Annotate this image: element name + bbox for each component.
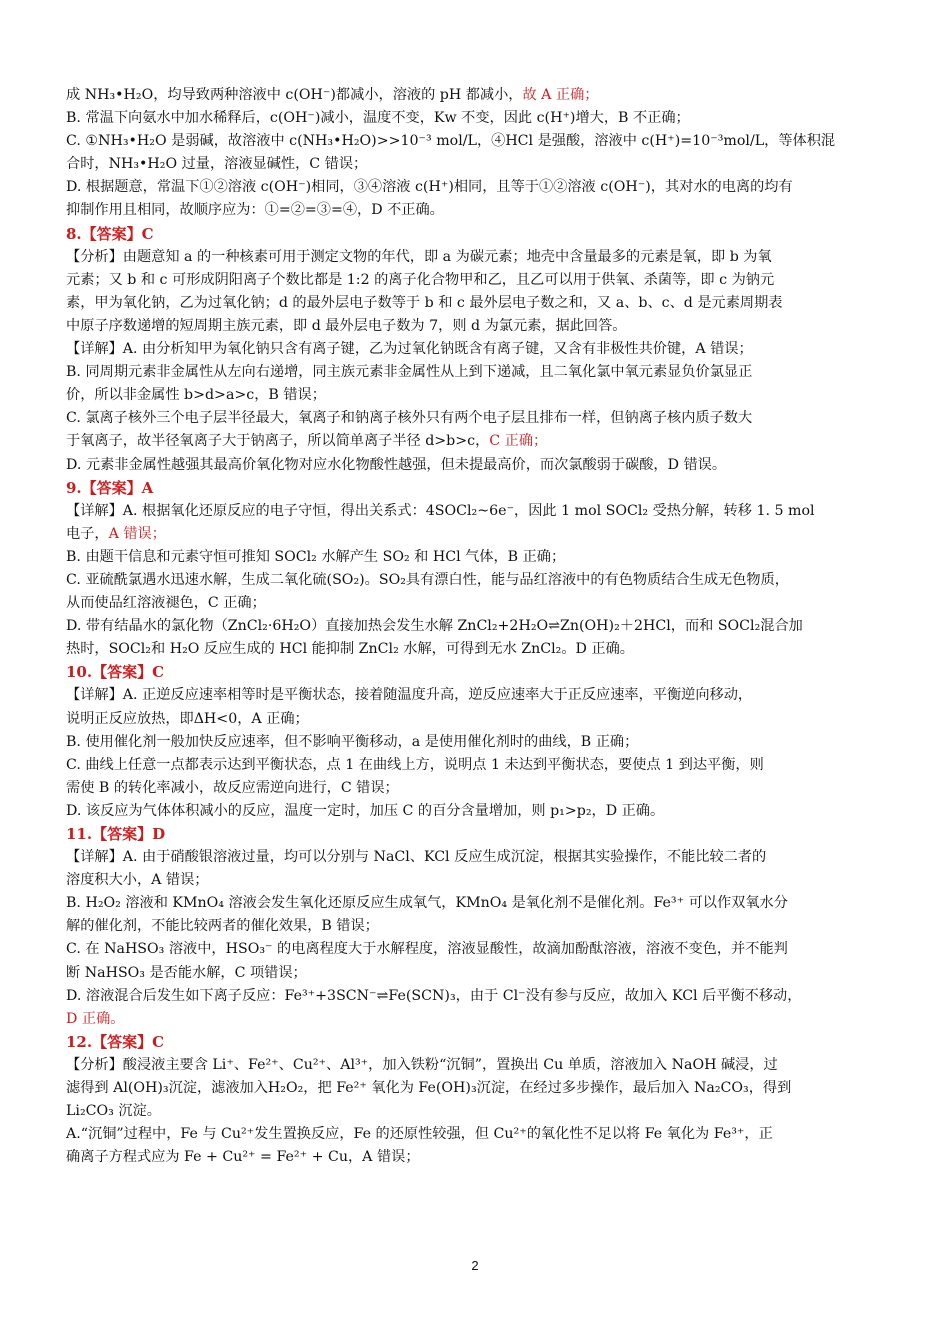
- line-text: 【详解】A. 根据氧化还原反应的电子守恒，得出关系式：4SOCl₂~6e⁻，因此 1 mol SOCl₂ 受热分解，转移 1. 5 mol: [66, 502, 815, 519]
- answer-label: 10.【答案】C: [66, 663, 165, 682]
- text-line: [66, 754, 886, 777]
- text-line: [66, 361, 886, 384]
- answer-heading: [66, 1031, 886, 1054]
- line-text: 素，甲为氧化钠，乙为过氧化钠；d 的最外层电子数等于 b 和 c 最外层电子数之和，又 a、b、c、d 是元素周期表: [66, 294, 783, 311]
- line-text: 合时，NH₃•H₂O 过量，溶液显碱性，C 错误；: [66, 156, 368, 173]
- highlighted-conclusion: D 正确。: [66, 1010, 125, 1027]
- line-text: 电子，: [66, 525, 109, 542]
- text-line: [66, 153, 886, 176]
- line-text: 溶度积大小，A 错误；: [66, 872, 209, 889]
- line-text: 抑制作用且相同，故顺序应为：①=②=③=④，D 不正确。: [66, 202, 444, 219]
- text-line: [66, 1054, 886, 1077]
- text-line: [66, 1008, 886, 1031]
- line-text: 【详解】A. 由于硝酸银溶液过量，均可以分别与 NaCl、KCl 反应生成沉淀，根据其实验操作，不能比较二者的: [66, 849, 767, 866]
- text-line: [66, 985, 886, 1008]
- line-text: 滤得到 Al(OH)₃沉淀，滤液加入H₂O₂，把 Fe²⁺ 氧化为 Fe(OH)₃沉淀，在经过多步操作，最后加入 Na₂CO₃，得到: [66, 1080, 792, 1097]
- line-text: 于氧离子，故半径氧离子大于钠离子，所以简单离子半径 d>b>c，: [66, 433, 490, 450]
- text-line: [66, 1146, 886, 1169]
- line-text: A.“沉铜”过程中，Fe 与 Cu²⁺发生置换反应，Fe 的还原性较强，但 Cu²⁺的氧化性不足以将 Fe 氧化为 Fe³⁺，正: [66, 1126, 773, 1143]
- text-line: [66, 915, 886, 938]
- text-line: [66, 684, 886, 707]
- text-line: [66, 246, 886, 269]
- text-line: [66, 546, 886, 569]
- text-line: [66, 176, 886, 199]
- text-line: [66, 338, 886, 361]
- line-text: B. 同周期元素非金属性从左向右递增，同主族元素非金属性从上到下递减，且二氧化氯中氧元素显负价氯显正: [66, 364, 753, 381]
- page-number: 2: [471, 1258, 479, 1273]
- line-text: C. 亚硫酰氯遇水迅速水解，生成二氧化硫(SO₂)。SO₂具有漂白性，能与品红溶液中的有色物质结合生成无色物质，: [66, 571, 789, 588]
- answer-heading: [66, 477, 886, 500]
- line-text: B. 常温下向氨水中加水稀释后，c(OH⁻)减小，温度不变，Kw 不变，因此 c(H⁺)增大，B 不正确；: [66, 110, 690, 127]
- line-text: C. 曲线上任意一点都表示达到平衡状态，点 1 在曲线上方，说明点 1 未达到平衡状态，要使点 1 到达平衡，则: [66, 756, 764, 773]
- text-line: [66, 384, 886, 407]
- line-text: C. ①NH₃•H₂O 是弱碱，故溶液中 c(NH₃•H₂O)>>10⁻³ mol/L，④HCl 是强酸，溶液中 c(H⁺)=10⁻³mol/L，等体积混: [66, 133, 836, 150]
- text-line: [66, 107, 886, 130]
- text-line: [66, 892, 886, 915]
- text-line: [66, 407, 886, 430]
- text-line: [66, 199, 886, 222]
- text-line: [66, 292, 886, 315]
- line-text: 解的催化剂，不能比较两者的催化效果，B 错误；: [66, 918, 379, 935]
- text-line: [66, 430, 886, 453]
- line-text: 【分析】由题意知 a 的一种核素可用于测定文物的年代，即 a 为碳元素；地壳中含量最多的元素是氧，即 b 为氧: [66, 248, 772, 265]
- line-text: D. 溶液混合后发生如下离子反应：Fe³⁺+3SCN⁻⇌Fe(SCN)₃，由于 Cl⁻没有参与反应，故加入 KCl 后平衡不移动，: [66, 987, 802, 1004]
- text-line: [66, 269, 886, 292]
- text-line: [66, 962, 886, 985]
- answer-heading: [66, 823, 886, 846]
- text-line: [66, 777, 886, 800]
- answer-label: 9.【答案】A: [66, 478, 154, 497]
- line-text: D. 带有结晶水的氯化物（ZnCl₂·6H₂O）直接加热会发生水解 ZnCl₂+2H₂O⇌Zn(OH)₂＋2HCl，而和 SOCl₂混合加: [66, 618, 803, 635]
- answer-label: 8.【答案】C: [66, 224, 154, 243]
- line-text: 中原子序数递增的短周期主族元素，即 d 最外层电子数为 7，则 d 为氯元素，据此回答。: [66, 317, 627, 334]
- line-text: D. 元素非金属性越强其最高价氧化物对应水化物酸性越强，但未提最高价，而次氯酸弱于碳酸，D 错误。: [66, 456, 727, 473]
- text-line: [66, 708, 886, 731]
- line-text: Li₂CO₃ 沉淀。: [66, 1103, 161, 1120]
- text-line: [66, 523, 886, 546]
- highlighted-conclusion: 故 A 正确；: [522, 87, 599, 103]
- line-text: B. H₂O₂ 溶液和 KMnO₄ 溶液会发生氧化还原反应生成氧气，KMnO₄ 是氧化剂不是催化剂。Fe³⁺ 可以作双氧水分: [66, 895, 788, 912]
- line-text: 需使 B 的转化率减小，故反应需逆向进行，C 错误；: [66, 779, 399, 796]
- line-text: D. 根据题意，常温下①②溶液 c(OH⁻)相同，③④溶液 c(H⁺)相同，且等于①②溶液 c(OH⁻)，其对水的电离的均有: [66, 179, 793, 196]
- text-line: [66, 800, 886, 823]
- text-line: [66, 615, 886, 638]
- answer-heading: [66, 661, 886, 684]
- line-text: 价，所以非金属性 b>d>a>c，B 错误；: [66, 387, 326, 404]
- line-text: 【分析】酸浸液主要含 Li⁺、Fe²⁺、Cu²⁺、Al³⁺，加入铁粉“沉铜”，置换出 Cu 单质，溶液加入 NaOH 碱浸，过: [66, 1056, 778, 1073]
- document-body: [66, 84, 886, 1169]
- highlighted-conclusion: A 错误；: [108, 525, 166, 542]
- answer-label: 11.【答案】D: [66, 825, 166, 843]
- highlighted-conclusion: C 正确；: [489, 433, 548, 450]
- text-line: [66, 592, 886, 615]
- line-text: C. 在 NaHSO₃ 溶液中，HSO₃⁻ 的电离程度大于水解程度，溶液显酸性，故滴加酚酞溶液，溶液不变色，并不能判: [66, 941, 788, 958]
- line-text: C. 氯离子核外三个电子层半径最大，氧离子和钠离子核外只有两个电子层且排布一样，但钠离子核内质子数大: [66, 410, 753, 427]
- text-line: [66, 1100, 886, 1123]
- line-text: B. 使用催化剂一般加快反应速率，但不影响平衡移动，a 是使用催化剂时的曲线，B 正确；: [66, 733, 639, 750]
- line-text: 成 NH₃•H₂O，均导致两种溶液中 c(OH⁻)都减小，溶液的 pH 都减小，: [66, 87, 523, 103]
- line-text: 从而使品红溶液褪色，C 正确；: [66, 595, 266, 612]
- line-text: 元素；又 b 和 c 可形成阴阳离子个数比都是 1:2 的离子化合物甲和乙，且乙可以用于供氧、杀菌等，即 c 为钠元: [66, 271, 775, 288]
- line-text: 【详解】A. 正逆反应速率相等时是平衡状态，接着随温度升高，逆反应速率大于正反应速率，平衡逆向移动，: [66, 687, 753, 704]
- text-line: [66, 1077, 886, 1100]
- line-text: D. 该反应为气体体积减小的反应，温度一定时，加压 C 的百分含量增加，则 p₁>p₂，D 正确。: [66, 802, 665, 819]
- line-text: 说明正反应放热，即ΔH<0，A 正确；: [66, 710, 309, 727]
- text-line: [66, 569, 886, 592]
- answer-heading: [66, 223, 886, 246]
- line-text: 热时，SOCl₂和 H₂O 反应生成的 HCl 能抑制 ZnCl₂ 水解，可得到无水 ZnCl₂。D 正确。: [66, 641, 634, 658]
- text-line: [66, 130, 886, 153]
- line-text: B. 由题干信息和元素守恒可推知 SOCl₂ 水解产生 SO₂ 和 HCl 气体，B 正确；: [66, 548, 566, 565]
- text-line: [66, 846, 886, 869]
- text-line: [66, 500, 886, 523]
- text-line: [66, 454, 886, 477]
- text-line: [66, 1123, 886, 1146]
- text-line: [66, 84, 886, 107]
- line-text: 确离子方程式应为 Fe + Cu²⁺ = Fe²⁺ + Cu，A 错误；: [66, 1149, 420, 1166]
- text-line: [66, 731, 886, 754]
- text-line: [66, 315, 886, 338]
- text-line: [66, 638, 886, 661]
- answer-label: 12.【答案】C: [66, 1032, 165, 1051]
- line-text: 【详解】A. 由分析知甲为氧化钠只含有离子键，乙为过氧化钠既含有离子键，又含有非极性共价键，A 错误；: [66, 341, 753, 358]
- text-line: [66, 938, 886, 961]
- text-line: [66, 869, 886, 892]
- line-text: 断 NaHSO₃ 是否能水解，C 项错误；: [66, 964, 307, 981]
